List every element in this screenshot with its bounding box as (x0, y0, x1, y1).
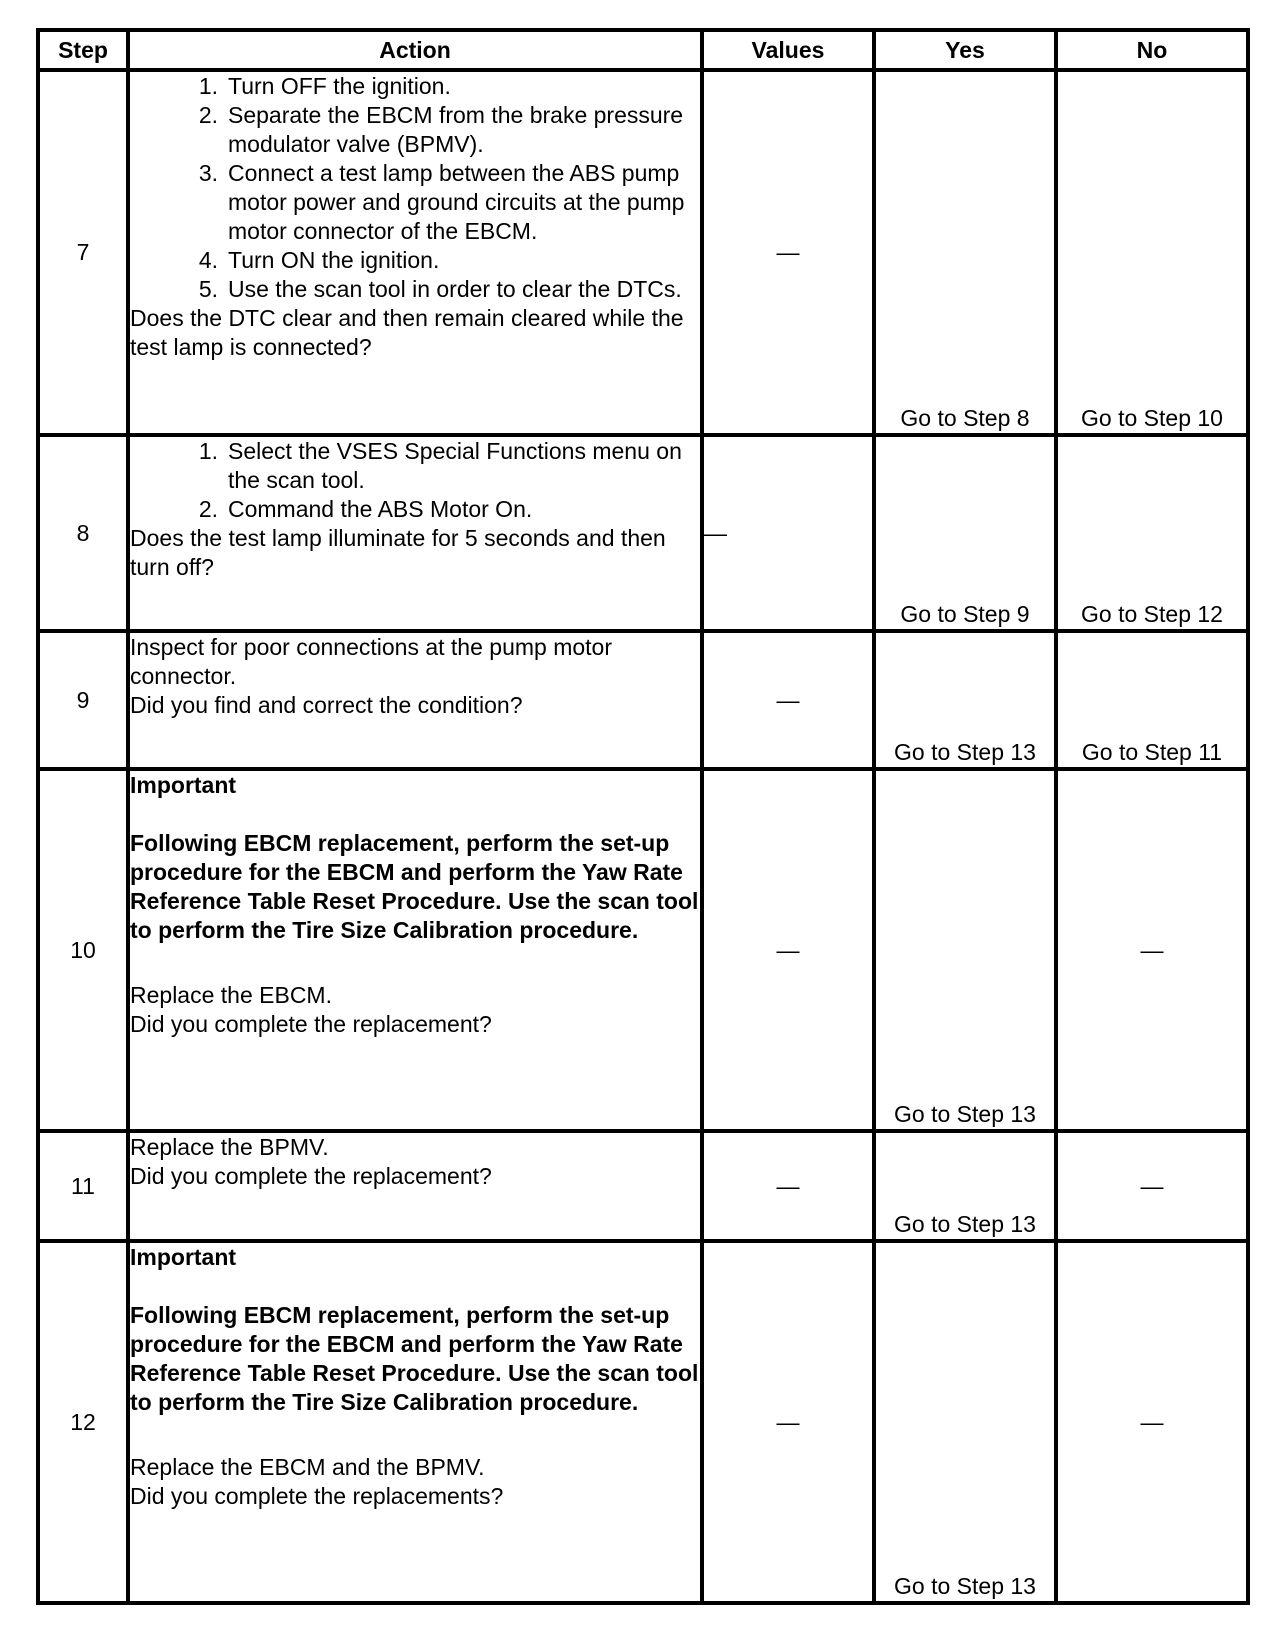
list-item (130, 437, 700, 495)
action-cell (128, 70, 702, 435)
item-number: 2. (198, 102, 218, 128)
yes-link[interactable]: Go to Step 9 (874, 435, 1056, 631)
item-number: 4. (198, 247, 218, 273)
question-text: Did you find and correct the condition? (130, 692, 523, 718)
yes-link[interactable]: Go to Step 13 (874, 1241, 1056, 1603)
header-row (38, 30, 1248, 70)
no-cell: — (1056, 1241, 1248, 1603)
list-item (130, 72, 700, 101)
important-title: Important (130, 772, 237, 798)
header-yes: Yes (874, 30, 1056, 70)
question-text: Did you complete the replacements? (130, 1483, 504, 1509)
table-row-step-8 (38, 435, 1248, 631)
action-cell (128, 769, 702, 1131)
no-link[interactable]: Go to Step 10 (1056, 70, 1248, 435)
step-number: 10 (38, 769, 128, 1131)
item-number: 2. (198, 496, 218, 522)
values-cell: — (702, 631, 874, 769)
item-text: Separate the EBCM from the brake pressure modulator valve (BPMV). (228, 102, 684, 157)
table-row-step-12 (38, 1241, 1248, 1603)
action-cell (128, 435, 702, 631)
item-number: 1. (198, 438, 218, 464)
table-row-step-10 (38, 769, 1248, 1131)
item-number: 3. (198, 160, 218, 186)
list-item (130, 246, 700, 275)
no-link[interactable]: Go to Step 11 (1056, 631, 1248, 769)
action-cell (128, 1131, 702, 1241)
important-text: Following EBCM replacement, perform the set-up procedure for the EBCM and perform the Yaw Rate Reference Table Reset Procedure. Use the scan tool to perform the Tire Size Calibration procedure. (130, 830, 699, 943)
action-text: Replace the EBCM. (130, 982, 332, 1008)
action-cell (128, 1241, 702, 1603)
header-action: Action (128, 30, 702, 70)
yes-link[interactable]: Go to Step 13 (874, 631, 1056, 769)
table-row-step-7 (38, 70, 1248, 435)
values-cell: — (702, 1241, 874, 1603)
item-text: Select the VSES Special Functions menu on the scan tool. (228, 438, 682, 493)
header-step: Step (38, 30, 128, 70)
yes-link[interactable]: Go to Step 13 (874, 1131, 1056, 1241)
yes-link[interactable]: Go to Step 13 (874, 769, 1056, 1131)
list-item (130, 101, 700, 159)
header-no: No (1056, 30, 1248, 70)
list-item (130, 275, 700, 304)
important-title: Important (130, 1244, 237, 1270)
question-text: Does the test lamp illuminate for 5 seconds and then turn off? (130, 525, 666, 580)
item-text: Use the scan tool in order to clear the DTCs. (228, 276, 682, 302)
yes-link[interactable]: Go to Step 8 (874, 70, 1056, 435)
action-text: Replace the EBCM and the BPMV. (130, 1454, 485, 1480)
item-number: 5. (198, 276, 218, 302)
step-number: 9 (38, 631, 128, 769)
values-cell: — (702, 769, 874, 1131)
list-item (130, 495, 700, 524)
item-text: Command the ABS Motor On. (228, 496, 533, 522)
important-text: Following EBCM replacement, perform the set-up procedure for the EBCM and perform the Yaw Rate Reference Table Reset Procedure. Use the scan tool to perform the Tire Size Calibration procedure. (130, 1302, 699, 1415)
action-text: Inspect for poor connections at the pump motor connector. (130, 634, 612, 689)
values-cell: — (702, 70, 874, 435)
table-row-step-11 (38, 1131, 1248, 1241)
no-cell: — (1056, 769, 1248, 1131)
question-text: Did you complete the replacement? (130, 1163, 492, 1189)
values-cell: — (702, 435, 874, 631)
question-text: Does the DTC clear and then remain cleared while the test lamp is connected? (130, 305, 684, 360)
no-link[interactable]: Go to Step 12 (1056, 435, 1248, 631)
action-cell (128, 631, 702, 769)
no-cell: — (1056, 1131, 1248, 1241)
step-number: 12 (38, 1241, 128, 1603)
list-item (130, 159, 700, 246)
step-number: 7 (38, 70, 128, 435)
item-text: Connect a test lamp between the ABS pump motor power and ground circuits at the pump motor connector of the EBCM. (228, 160, 685, 244)
diagnostic-table (36, 28, 1250, 1605)
item-number: 1. (198, 73, 218, 99)
action-text: Replace the BPMV. (130, 1134, 329, 1160)
step-number: 8 (38, 435, 128, 631)
step-number: 11 (38, 1131, 128, 1241)
question-text: Did you complete the replacement? (130, 1011, 492, 1037)
values-cell: — (702, 1131, 874, 1241)
item-text: Turn ON the ignition. (228, 247, 440, 273)
header-values: Values (702, 30, 874, 70)
table-row-step-9 (38, 631, 1248, 769)
item-text: Turn OFF the ignition. (228, 73, 451, 99)
